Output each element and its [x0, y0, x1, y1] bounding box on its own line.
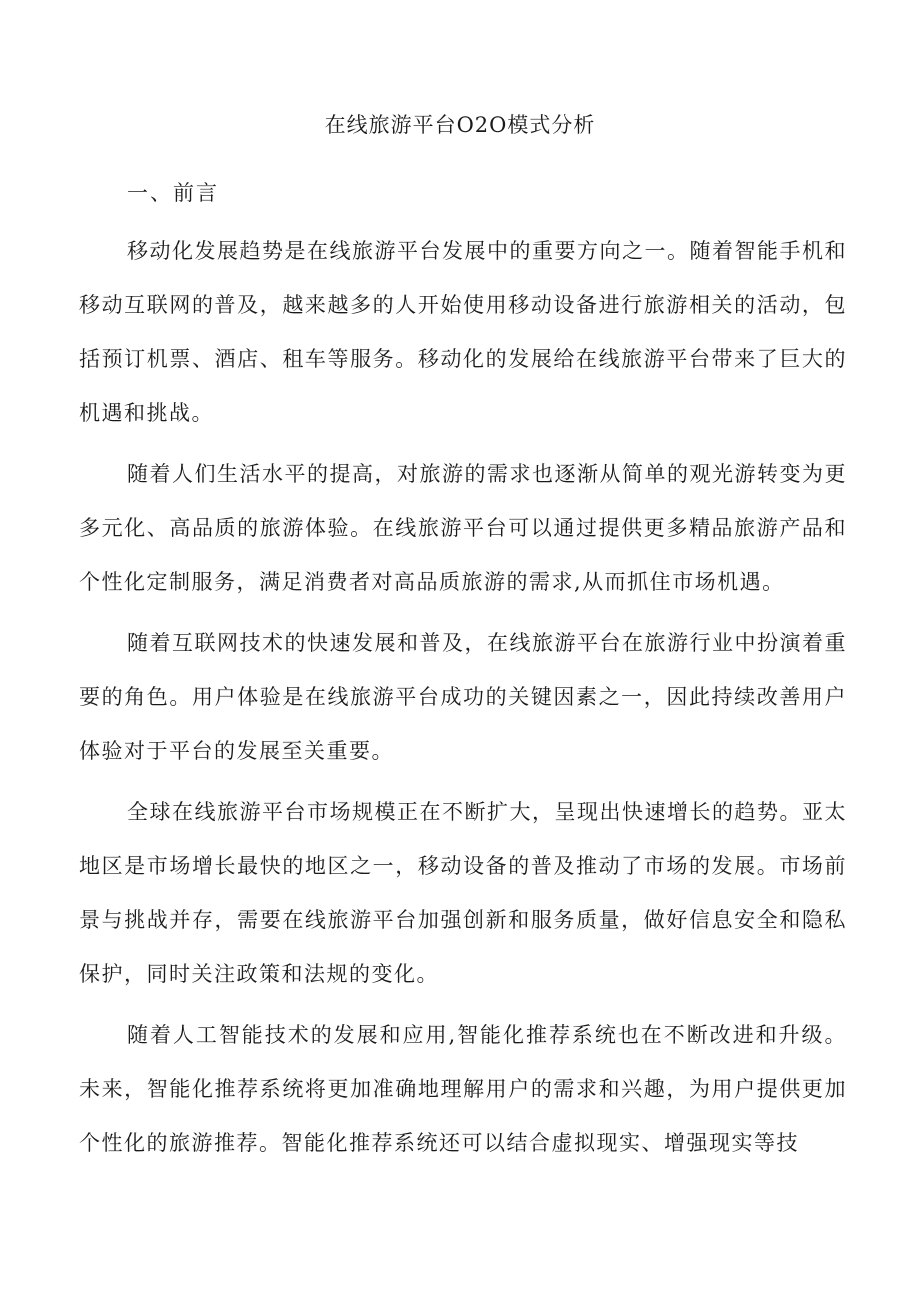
paragraph: 移动化发展趋势是在线旅游平台发展中的重要方向之一。随着智能手机和移动互联网的普及，越来越多的人开始使用移动设备进行旅游相关的活动，包括预订机票、酒店、租车等服务。移动化的发展给在线旅游平台带来了巨大的机遇和挑战。	[79, 239, 847, 425]
document-title: 在线旅游平台O2O模式分析	[324, 113, 596, 137]
section-heading: 一、前言	[127, 181, 219, 205]
paragraph: 全球在线旅游平台市场规模正在不断扩大，呈现出快速增长的趋势。亚太地区是市场增长最快的地区之一，移动设备的普及推动了市场的发展。市场前景与挑战并存，需要在线旅游平台加强创新和服务质量，做好信息安全和隐私保护，同时关注政策和法规的变化。	[79, 800, 847, 986]
paragraph: 随着人工智能技术的发展和应用,智能化推荐系统也在不断改进和升级。未来，智能化推荐系统将更加准确地理解用户的需求和兴趣，为用户提供更加个性化的旅游推荐。智能化推荐系统还可以结合虚拟现实、增强现实等技	[79, 1023, 847, 1155]
paragraph: 随着互联网技术的快速发展和普及，在线旅游平台在旅游行业中扮演着重要的角色。用户体验是在线旅游平台成功的关键因素之一，因此持续改善用户体验对于平台的发展至关重要。	[79, 631, 847, 763]
paragraph: 随着人们生活水平的提高，对旅游的需求也逐渐从简单的观光游转变为更多元化、高品质的旅游体验。在线旅游平台可以通过提供更多精品旅游产品和个性化定制服务，满足消费者对高品质旅游的需求,从而抓住市场机遇。	[79, 462, 847, 594]
